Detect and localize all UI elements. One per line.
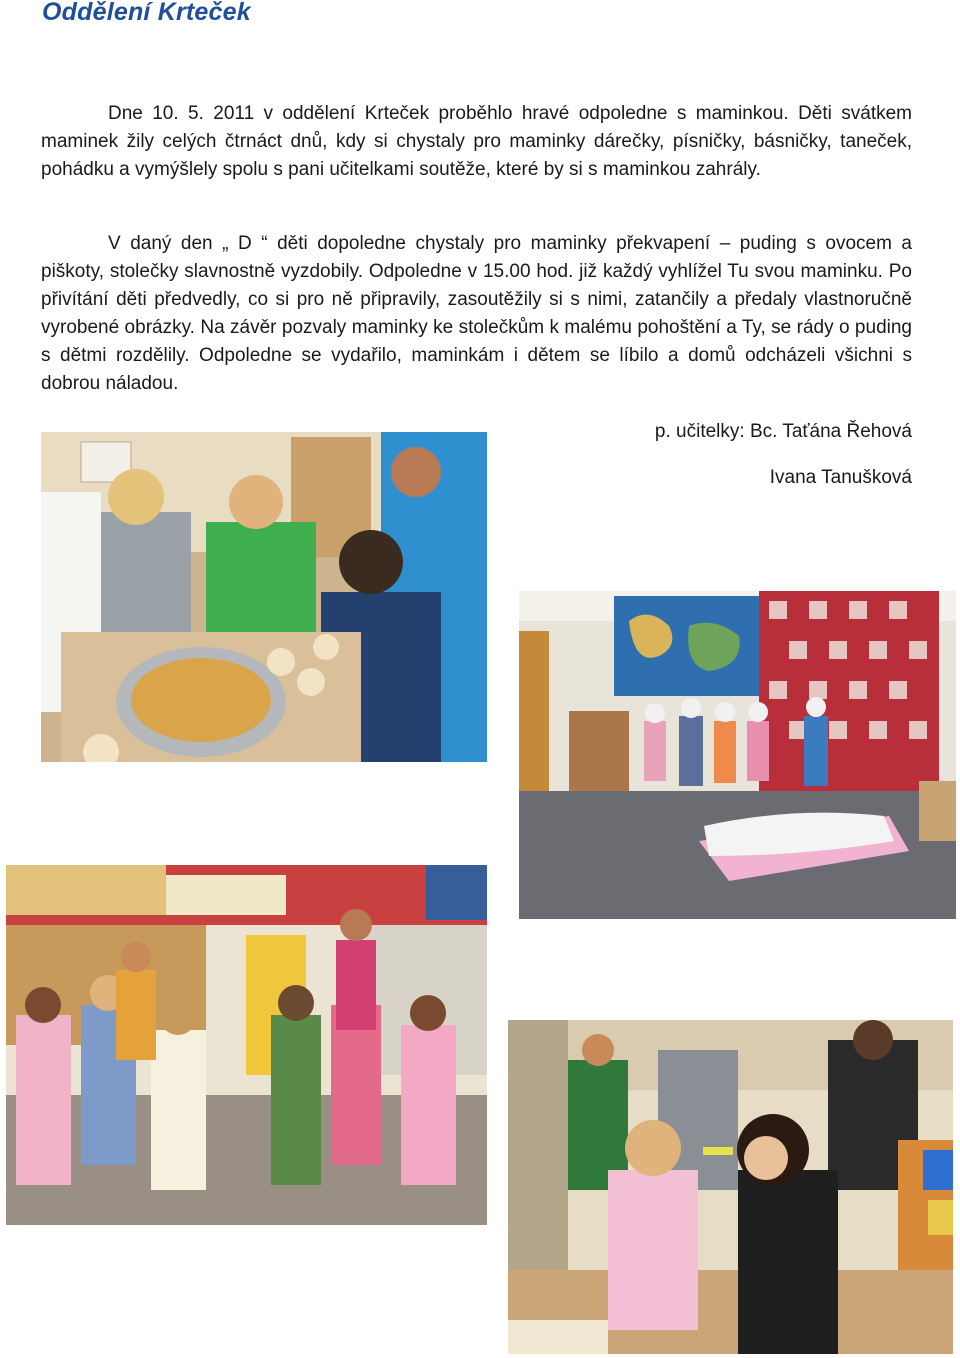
paragraph-day-text: V daný den „ D “ děti dopoledne chystaly pro maminky překvapení – puding s ovocem a piškoty, stolečky slavnostně vyzdobily. Odpoledne v 15.00 hod. již každý vyhlížel Tu svou maminku. Po přivítání děti předvedly, co si pro ně připravily, zasoutěžily si s nimi, zatančily a předaly vlastnoručně vyrobené obrázky. Na závěr pozvaly maminky ke stolečkům k malému pohoštění a Ty, se rády o puding s dětmi rozdělily. Odpoledne se vydařilo, maminkám i dětem se líbilo a domů odcházeli všichni s dobrou náladou. [41, 233, 912, 394]
signature-teachers: p. učitelky: Bc. Taťána Řehová [654, 421, 912, 442]
signature-second-teacher: Ivana Tanušková [769, 467, 912, 488]
paragraph-intro [41, 100, 912, 184]
photo-children-performing [519, 591, 956, 919]
photo-mothers-sharing-pudding [508, 1020, 953, 1354]
paragraph-intro-text: Dne 10. 5. 2011 v oddělení Krteček proběhlo hravé odpoledne s maminkou. Děti svátkem maminek žily celých čtrnáct dnů, kdy si chystaly pro maminky dárečky, písničky, básničky, taneček, pohádku a vymýšlely spolu s pani učitelkami soutěže, které by si s maminkou zahrály. [41, 103, 912, 180]
page-title: Oddělení Krteček [42, 0, 251, 26]
photo-children-dancing [6, 865, 487, 1225]
paragraph-day [41, 230, 912, 398]
photo-children-preparing-pudding [41, 432, 487, 762]
